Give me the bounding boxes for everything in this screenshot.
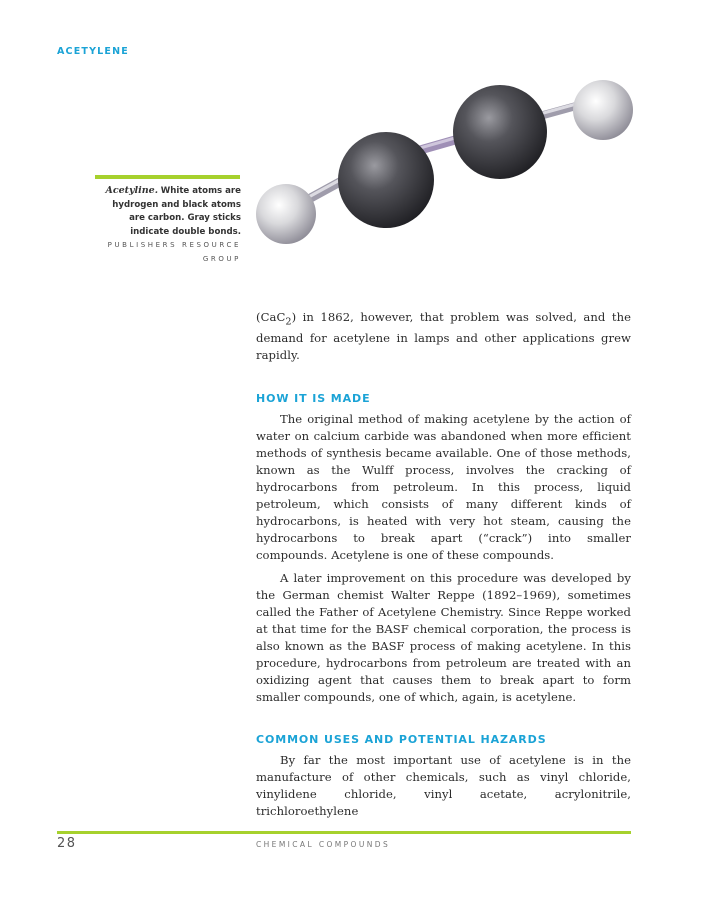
paragraph: By far the most important use of acetylene is in the manufacture of other chemicals, such as vinyl chloride, vinylidene chloride, vinyl acetate, acrylonitrile, trichloroethylene (256, 753, 631, 819)
caption-rule (95, 175, 240, 179)
paragraph: The original method of making acetylene by the action of water on calcium carbide was abandoned when more efficient methods of synthesis became available. One of those methods, known as the Wulff process, involves the cracking of hydrocarbons from petroleum. In this process, liquid petroleum, which consists of many different kinds of hydrocarbons, is heated with very hot steam, causing the hydrocarbons to break apart (“crack”) into smaller compounds. Acetylene is one of these compounds. (256, 412, 631, 563)
acetylene-molecule-illustration (248, 72, 648, 272)
section-heading-common-uses: COMMON USES AND POTENTIAL HAZARDS (256, 733, 547, 747)
caption-title: Acetyline. (105, 185, 159, 196)
carbon-atom-right (453, 85, 547, 179)
caption-credit: PUBLISHERS RESOURCE GROUP (107, 241, 241, 263)
page-number: 28 (57, 836, 77, 851)
hydrogen-atom-right (573, 80, 633, 140)
caption-body: White atoms are hydrogen and black atoms are carbon. Gray sticks indicate double bonds. (112, 186, 241, 237)
section-heading-how-it-is-made: HOW IT IS MADE (256, 392, 371, 406)
footer-book-title: CHEMICAL COMPOUNDS (256, 840, 391, 849)
paragraph: A later improvement on this procedure was developed by the German chemist Walter Reppe (1892–1969), sometimes called the Father of Acetylene Chemistry. Since Reppe worked at that time for the BASF chemical corporation, the process is also known as the BASF process of making acetylene. In this procedure, hydrocarbons from petroleum are treated with an oxidizing agent that causes them to break apart to form smaller compounds, one of which, again, is acetylene. (256, 571, 631, 705)
carbon-atom-left (338, 132, 434, 228)
footer-rule (57, 831, 631, 834)
hydrogen-atom-left (256, 184, 316, 244)
figure-caption (95, 184, 241, 266)
running-head: ACETYLENE (57, 46, 129, 57)
continued-paragraph: (CaC$_2$) in 1862, however, that problem was solved, and the demand for acetylene in lamps and other applications grew rapidly. (256, 310, 631, 363)
main-column (256, 309, 631, 820)
